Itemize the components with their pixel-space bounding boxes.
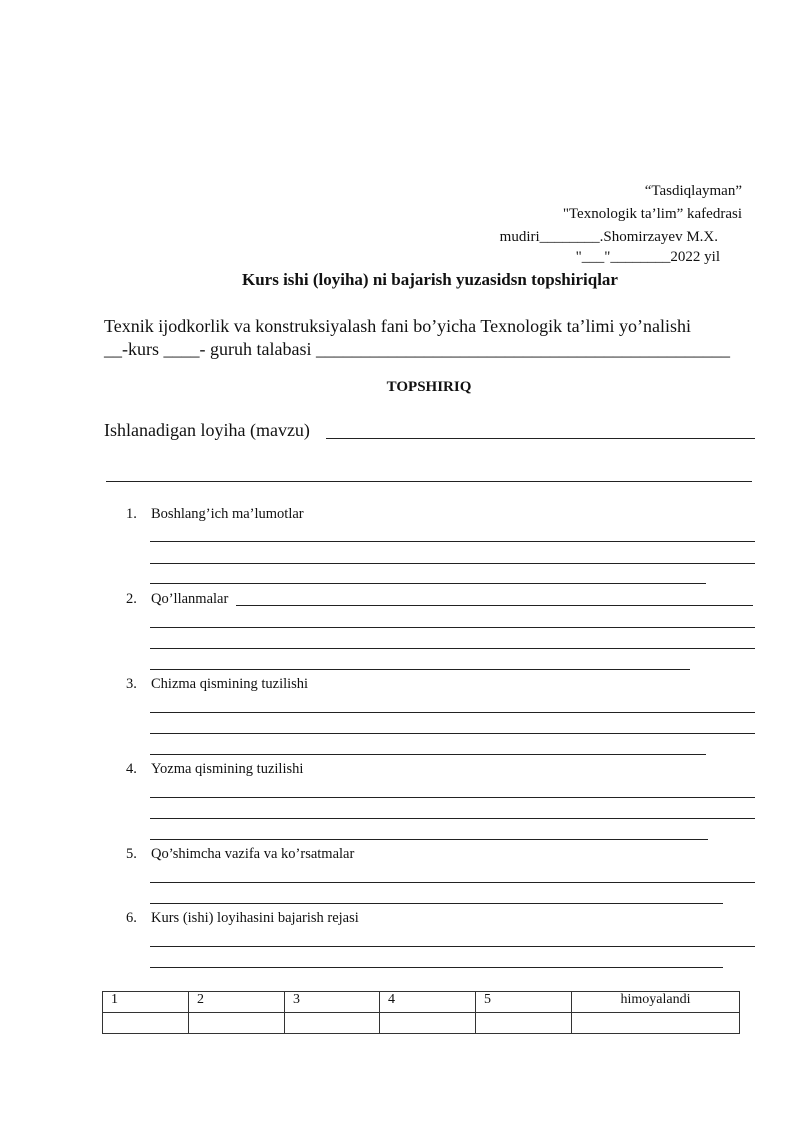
table-header-cell: 2 — [189, 992, 285, 1013]
approval-line-4: "___"________2022 yil — [575, 249, 720, 265]
table-row — [103, 1013, 740, 1034]
answer-line — [150, 967, 723, 968]
list-item-number: 6. — [126, 910, 137, 926]
list-item-label: Qo’shimcha vazifa va ko’rsatmalar — [151, 846, 355, 862]
table-header-cell: 1 — [103, 992, 189, 1013]
answer-line — [150, 903, 723, 904]
list-item-label: Chizma qismining tuzilishi — [151, 676, 309, 692]
answer-line — [150, 754, 706, 755]
list-item-label: Boshlang’ich ma’lumotlar — [151, 506, 304, 522]
list-item-1 — [0, 506, 800, 526]
list-item-number: 4. — [126, 761, 137, 777]
table-cell[interactable] — [189, 1013, 285, 1034]
list-item-label: Kurs (ishi) loyihasini bajarish rejasi — [151, 910, 359, 926]
answer-line — [150, 946, 755, 947]
table-cell[interactable] — [476, 1013, 572, 1034]
answer-line — [150, 648, 755, 649]
table-header-cell: 3 — [285, 992, 380, 1013]
list-item-6 — [0, 910, 800, 930]
topic-fill-line — [326, 438, 755, 439]
list-item-label: Yozma qismining tuzilishi — [151, 761, 304, 777]
answer-line — [150, 712, 755, 713]
list-item-number: 1. — [126, 506, 137, 522]
approval-line-2: "Texnologik ta’lim” kafedrasi — [562, 206, 742, 222]
document-title: Kurs ishi (loyiha) ni bajarish yuzasidsn topshiriqlar — [242, 270, 618, 289]
table-cell[interactable] — [103, 1013, 189, 1034]
table-header-cell: himoyalandi — [572, 992, 740, 1013]
table-cell[interactable] — [572, 1013, 740, 1034]
list-item-2 — [0, 591, 800, 611]
section-heading: TOPSHIRIQ — [386, 379, 472, 395]
answer-line — [150, 882, 755, 883]
list-item-number: 2. — [126, 591, 137, 607]
answer-line — [150, 797, 755, 798]
list-item-3 — [0, 676, 800, 696]
list-item-label: Qo’llanmalar — [151, 591, 229, 607]
answer-line — [150, 839, 708, 840]
answer-line — [150, 733, 755, 734]
intro-line-2: __-kurs ____- guruh talabasi ______________________________________________ — [104, 339, 730, 359]
grade-table — [102, 991, 740, 1034]
answer-line — [150, 563, 755, 564]
list-item-5 — [0, 846, 800, 866]
table-cell[interactable] — [380, 1013, 476, 1034]
list-item-number: 3. — [126, 676, 137, 692]
answer-line — [150, 818, 755, 819]
table-header-row — [103, 992, 740, 1013]
list-item-4 — [0, 761, 800, 781]
answer-line — [150, 583, 706, 584]
topic-label: Ishlanadigan loyiha (mavzu) — [104, 420, 310, 440]
table-header-cell: 5 — [476, 992, 572, 1013]
table-header-cell: 4 — [380, 992, 476, 1013]
answer-line — [236, 605, 753, 606]
table-cell[interactable] — [285, 1013, 380, 1034]
answer-line — [150, 541, 755, 542]
intro-line-1: Texnik ijodkorlik va konstruksiyalash fani bo’yicha Texnologik ta’limi yo’nalishi — [104, 316, 692, 336]
topic-line-2 — [106, 481, 752, 482]
list-item-number: 5. — [126, 846, 137, 862]
approval-line-1: “Tasdiqlayman” — [644, 183, 742, 199]
answer-line — [150, 669, 690, 670]
approval-line-3: mudiri________.Shomirzayev M.X. — [499, 229, 718, 245]
answer-line — [150, 627, 755, 628]
